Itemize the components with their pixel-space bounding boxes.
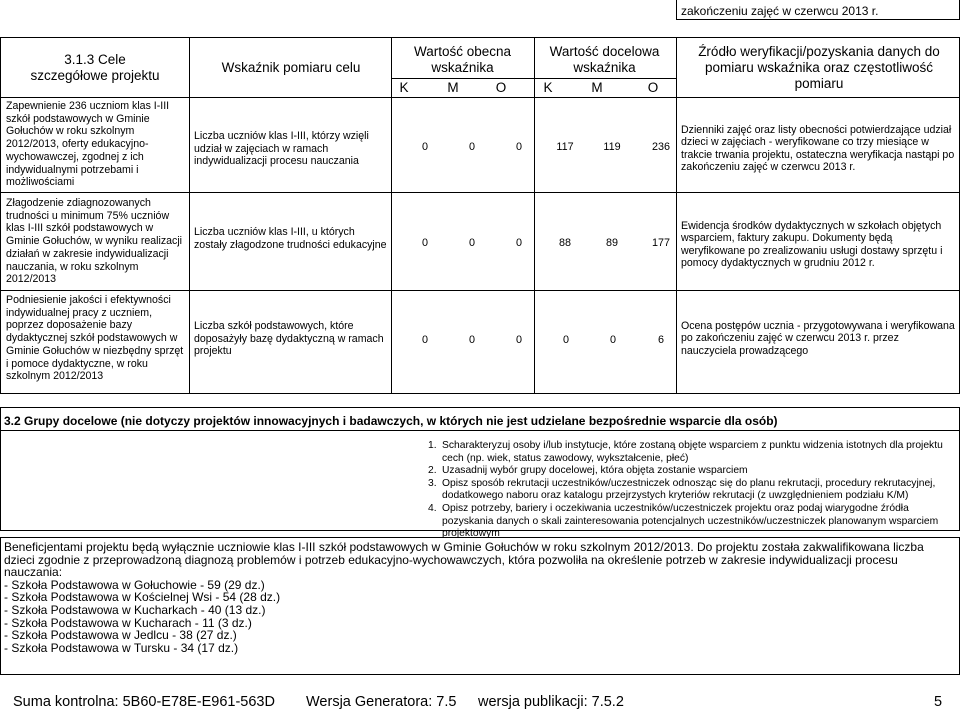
previous-row-text: zakończeniu zajęć w czerwcu 2013 r. [681,4,879,18]
header-goals: 3.1.3 Cele szczegółowe projektu [30,52,160,83]
sub-current-o: O [495,80,507,95]
row-3-current-o: 0 [515,334,522,346]
row-divider-2 [0,290,960,291]
beneficiaries-text: Beneficjentami projektu będą wyłącznie uczniowie klas I-III szkół podstawowych w Gminie Gołuchów w roku szkolnym 2012/2013. Do projektu została zakwalifikowana liczba dzieci zgodnie z przeprowadzoną diagnozą problemów i potrzeb edukacyjno-wychowawczych, która pozwoliła na określenie potrzeb w zakresie indywidualizacji procesu nauczania: - Szkoła Podstawowa w Gołuchowie - 59 (29 dz.) - Szkoła Podstawowa w Kościelnej Wsi - 54 (28 dz.) - Szkoła Podstawowa w Kucharkach - 40 (13 dz.) - Szkoła Podstawowa w Kucharach - 11 (3 dz.) - Szkoła Podstawowa w Jedlcu - 38 (27 dz.) - Szkoła Podstawowa w Tursku - 34 (17 dz.) [4,540,924,655]
row-3-indicator: Liczba szkół podstawowych, które doposażyły bazę dydaktyczną w ramach projektu [194,320,384,358]
footer-publication-version: wersja publikacji: 7.5.2 [478,694,624,710]
row-3-source: Ocena postępów ucznia - przygotowywana i weryfikowana po zakończeniu zajęć w czerwcu 2013 r. przez nauczyciela prowadzącego [681,320,955,357]
row-2-current-k: 0 [421,237,428,249]
page-number: 5 [934,694,943,710]
row-1-target-o: 236 [651,141,670,153]
sub-current-m: M [447,80,459,95]
row-1-target-m: 119 [603,141,621,153]
sub-current-k: K [399,80,409,95]
footer-generator-version: Wersja Generatora: 7.5 [306,694,457,710]
row-3-target-k: 0 [562,334,569,346]
row-2-target-o: 177 [651,237,670,249]
header-target-value: Wartość docelowa wskaźnika [549,44,660,75]
row-2-current-o: 0 [515,237,522,249]
row-2-target-m: 89 [605,237,618,249]
row-2-target-k: 88 [558,237,571,249]
header-subdivider [391,78,676,79]
sub-target-m: M [591,80,603,95]
section-3-2-title-divider [0,430,960,431]
row-1-goal: Zapewnienie 236 uczniom klas I-III szkół podstawowych w Gminie Gołuchów w roku szkolnym 2012/2013, oferty edukacyjno-wychowawczej, zgodnej z ich indywidualnymi potrzebami i możliwościami [6,100,170,189]
row-3-target-m: 0 [609,334,616,346]
sub-target-o: O [647,80,659,95]
row-2-goal: Złagodzenie zdiagnozowanych trudności u minimum 75% uczniów klas I-III szkół podstawowych w Gminie Gołuchów, w wyniku realizacji działań w zakresie indywidualizacji nauczania, w roku szkolnym 2012/2013 [6,197,183,286]
header-source: Źródło weryfikacji/pozyskania danych do pomiaru wskaźnika oraz częstotliwość pomiaru [698,44,940,91]
row-1-target-k: 117 [556,141,574,153]
row-1-current-m: 0 [468,141,475,153]
instruction-item: 4. Opisz potrzeby, bariery i oczekiwania uczestników/uczestniczek projektu oraz podaj wiarygodne źródła pozyskania danych o skali zainteresowania potencjalnych uczestników/uczestniczek planowanym wsparciem projektowym [428,502,939,540]
row-2-current-m: 0 [468,237,475,249]
row-1-source: Dzienniki zajęć oraz listy obecności potwierdzające udział dzieci w zajęciach - weryfikowane co trzy miesiące w trakcie trwania projektu, ostateczna weryfikacja nastąpi po zakończeniu zajęć w czerwcu 2013 r. [681,124,955,173]
section-3-2-title: 3.2 Grupy docelowe (nie dotyczy projektów innowacyjnych i badawczych, w których nie jest udzielane bezpośrednie wsparcie dla osób) [4,414,778,428]
col-divider-4 [676,37,677,394]
row-1-current-k: 0 [421,141,428,153]
row-2-source: Ewidencja środków dydaktycznych w szkołach objętych wsparciem, faktury zakupu. Dokumenty będą weryfikowane po zrealizowaniu usługi dostawy sprzętu i pomocy dydaktycznych w grudniu 2012 r. [681,220,943,269]
header-current-value: Wartość obecna wskaźnika [413,44,512,75]
section-3-2-instructions [428,440,958,541]
row-3-goal: Podniesienie jakości i efektywności indywidualnej pracy z uczniem, poprzez doposażenie bazy dydaktycznej szkół podstawowych w Gminie Gołuchów w niezbędny sprzęt i pomoce dydaktyczne, w roku szkolnym 2012/2013 [6,294,184,383]
header-indicator: Wskaźnik pomiaru celu [221,60,361,75]
row-2-indicator: Liczba uczniów klas I-III, u których zostały złagodzone trudności edukacyjne [194,226,387,251]
row-3-current-m: 0 [468,334,475,346]
footer-checksum: Suma kontrolna: 5B60-E78E-E961-563D [13,694,275,710]
row-3-target-o: 6 [657,334,664,346]
col-divider-1 [189,37,190,394]
row-divider-1 [0,192,960,193]
instruction-item: 2. Uzasadnij wybór grupy docelowej, która objęta zostanie wsparciem [428,465,748,477]
header-bottom-line [0,97,960,98]
instruction-item: 3. Opisz sposób rekrutacji uczestników/uczestniczek odnosząc się do planu rekrutacji, procedury rekrutacyjnej, dodatkowego naboru oraz katalogu przejrzystych kryteriów rekrutacji (z uwzględnieniem podziału K/M) [428,477,936,502]
row-3-current-k: 0 [421,334,428,346]
row-1-current-o: 0 [515,141,522,153]
instruction-item: 1. Scharakteryzuj osoby i/lub instytucje, które zostaną objęte wsparciem z punktu widzenia istotnych dla projektu cech (np. wiek, status zawodowy, wykształcenie, płeć) [428,440,943,464]
col-divider-3 [534,37,535,394]
sub-target-k: K [543,80,553,95]
row-1-indicator: Liczba uczniów klas I-III, którzy wzięli udział w zajęciach w ramach indywidualizacji procesu nauczania [194,130,369,168]
